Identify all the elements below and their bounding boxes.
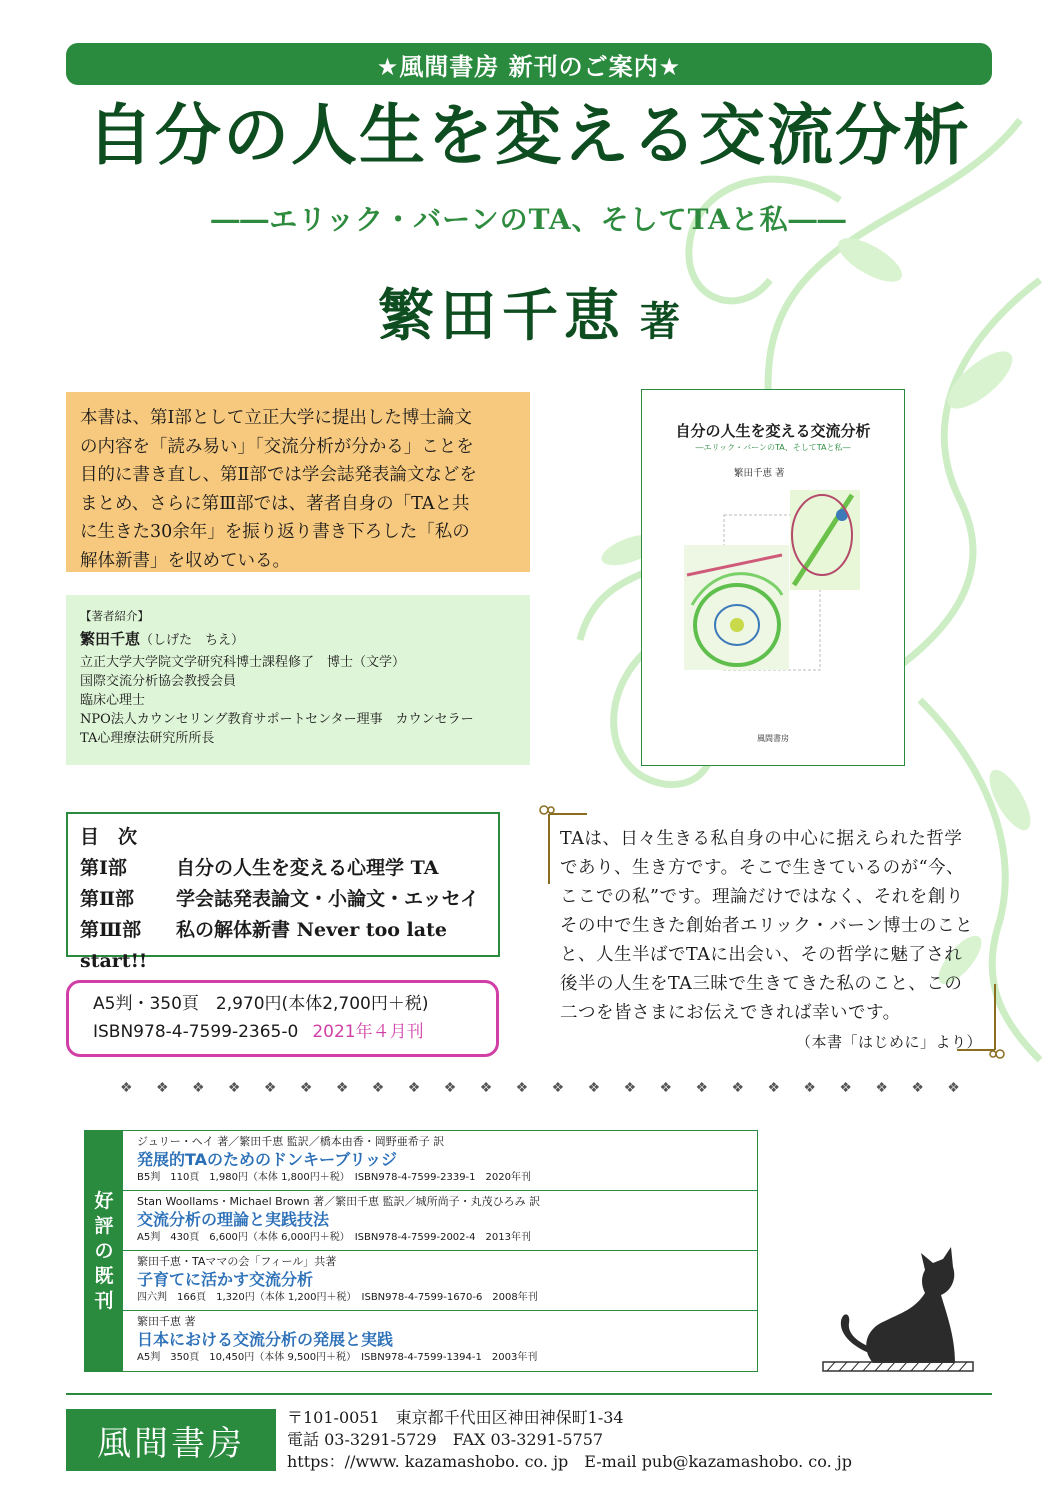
book-cover-image	[641, 389, 905, 766]
toc-item: 第Ⅲ部 私の解体新書 Never too late start!!	[80, 919, 447, 972]
description-line: の内容を「読み易い」「交流分析が分かる」ことを	[80, 436, 474, 457]
cover-artwork	[682, 485, 872, 685]
quote-source: （本書「はじめに」より）	[795, 1033, 982, 1051]
paw-icon: ❖	[767, 1080, 780, 1096]
publisher-contact	[287, 1407, 852, 1473]
paw-icon: ❖	[335, 1080, 349, 1096]
paw-icon: ❖	[875, 1080, 888, 1096]
paw-icon: ❖	[731, 1080, 745, 1096]
cover-author: 繁田千恵 著	[734, 468, 785, 479]
cover-publisher: 風間書房	[757, 734, 789, 743]
publisher-phone: 電話 03-3291-5729 FAX 03-3291-5757	[287, 1430, 604, 1449]
publisher-web[interactable]: https：//www. kazamashobo. co. jp E-mail pub@kazamashobo. co. jp	[287, 1452, 852, 1471]
publisher-address: 〒101-0051 東京都千代田区神田神保町1-34	[287, 1408, 624, 1427]
paw-icon: ❖	[587, 1080, 601, 1096]
paw-icon: ❖	[695, 1080, 709, 1096]
description-box	[66, 392, 530, 572]
backlist-item: ジュリー・ヘイ 著／繁田千恵 監訳／橋本由香・岡野亜希子 訳 発展的TAのためのドンキーブリッジ B5判 110頁 1,980円（本体 1,800円＋税） ISBN978-4-7599-2339-1 2020年刊	[123, 1131, 757, 1191]
description-line: まとめ、さらに第Ⅲ部では、著者自身の「TAと共	[80, 493, 470, 514]
paw-icon: ❖	[839, 1080, 852, 1096]
paw-icon: ❖	[407, 1080, 421, 1096]
isbn-line: ISBN978-4-7599-2365-0 2021年４月刊	[93, 1022, 424, 1042]
quote-line: 後半の人生をTA三昧で生きてきた私のこと、この	[560, 974, 963, 994]
backlist-title: 発展的TAのためのドンキーブリッジ	[137, 1150, 397, 1169]
paw-icon: ❖	[263, 1080, 277, 1096]
book-subtitle: ――エリック・バーンのTA、そしてTAと私――	[211, 203, 847, 236]
paw-icon: ❖	[120, 1080, 133, 1096]
bio-line: 立正大学大学院文学研究科博士課程修了 博士（文学）	[80, 655, 406, 670]
description-line: 目的に書き直し、第Ⅱ部では学会誌発表論文などを	[80, 465, 477, 485]
backlist-box	[84, 1130, 758, 1372]
cover-title: 自分の人生を変える交流分析	[675, 422, 871, 440]
quote-line: TAは、日々生きる私自身の中心に据えられた哲学	[560, 829, 963, 849]
backlist-title: 子育てに活かす交流分析	[137, 1270, 314, 1289]
publish-date: 2021年４月刊	[312, 1022, 424, 1042]
cover-subtitle: ―エリック・バーンのTA、そしてTAと私―	[695, 443, 851, 452]
price-box	[66, 980, 499, 1057]
paw-icon: ❖	[947, 1080, 960, 1096]
description-line: に生きた30余年」を振り返り書き下ろした「私の	[80, 522, 470, 542]
paw-icon: ❖	[623, 1080, 637, 1096]
bio-line: TA心理療法研究所所長	[80, 731, 215, 746]
paw-icon: ❖	[299, 1080, 313, 1096]
book-title: 自分の人生を変える交流分析	[87, 96, 971, 174]
description-line: 本書は、第Ⅰ部として立正大学に提出した博士論文	[80, 408, 472, 428]
quote-line: と、人生半ばでTAに出会い、その哲学に魅了され	[560, 945, 963, 965]
header-banner: ★風間書房 新刊のご案内★	[66, 43, 992, 85]
backlist-item: 繁田千恵・TAママの会「フィール」共著 子育てに活かす交流分析 四六判 166頁 1,320円（本体 1,200円＋税） ISBN978-4-7599-1670-6 2008年刊	[123, 1251, 757, 1311]
quote-line: であり、生き方です。そこで生きているのが“今、	[560, 858, 965, 878]
paw-icon: ❖	[551, 1080, 565, 1096]
cat-silhouette-icon	[815, 1245, 985, 1375]
bio-heading: 【著者紹介】	[80, 609, 149, 623]
quote-line: ここでの私”です。理論だけではなく、それを創り	[560, 887, 964, 907]
paw-icon: ❖	[911, 1080, 924, 1096]
toc-item: 第Ⅱ部 学会誌発表論文・小論文・エッセイ	[80, 888, 480, 910]
paw-icon: ❖	[191, 1080, 205, 1096]
backlist-title: 日本における交流分析の発展と実践	[137, 1330, 394, 1349]
author-name: 繁田千恵	[378, 283, 626, 349]
price-line: A5判・350頁 2,970円(本体2,700円＋税)	[93, 994, 429, 1014]
description-line: 解体新書」を収めている。	[80, 550, 290, 571]
footer-divider	[66, 1393, 992, 1395]
toc-heading: 目 次	[80, 826, 138, 848]
paw-print-divider	[120, 1080, 960, 1096]
backlist-label: 好 評 の 既 刊	[85, 1131, 123, 1371]
quote-line: 二つを皆さまにお伝えできれば幸いです。	[560, 1003, 901, 1023]
author-line	[0, 272, 1058, 352]
paw-icon: ❖	[155, 1080, 169, 1096]
backlist-item: Stan Woollams・Michael Brown 著／繁田千恵 監訳／城所尚子・丸茂ひろみ 訳 交流分析の理論と実践技法 A5判 430頁 6,600円（本体 6,000円＋税） ISBN978-4-7599-2002-4 2013年刊	[123, 1191, 757, 1251]
bio-line: NPO法人カウンセリング教育サポートセンター理事 カウンセラー	[80, 712, 474, 727]
backlist-item: 繁田千恵 著 日本における交流分析の発展と実践 A5判 350頁 10,450円（本体 9,500円＋税） ISBN978-4-7599-1394-1 2003年刊	[123, 1311, 757, 1371]
publisher-logo: 風間書房	[66, 1409, 276, 1471]
paw-icon: ❖	[371, 1080, 385, 1096]
author-bio-box	[66, 595, 530, 765]
backlist-title: 交流分析の理論と実践技法	[137, 1210, 330, 1229]
paw-icon: ❖	[227, 1080, 241, 1096]
paw-icon: ❖	[803, 1080, 816, 1096]
paw-icon: ❖	[515, 1080, 529, 1096]
bio-line: 臨床心理士	[80, 693, 146, 708]
toc-item: 第Ⅰ部 自分の人生を変える心理学 TA	[80, 857, 439, 879]
author-role: 著	[640, 298, 680, 345]
paw-icon: ❖	[659, 1080, 673, 1096]
paw-icon: ❖	[479, 1080, 493, 1096]
quote-line: その中で生きた創始者エリック・バーン博士のこと	[560, 916, 973, 936]
bio-reading: （しげた ちえ）	[140, 633, 245, 648]
table-of-contents	[66, 812, 500, 972]
bio-name: 繁田千恵（しげた ちえ）	[80, 630, 245, 648]
bio-line: 国際交流分析協会教授会員	[80, 674, 237, 689]
paw-icon: ❖	[443, 1080, 457, 1096]
author-quote	[560, 825, 996, 1057]
